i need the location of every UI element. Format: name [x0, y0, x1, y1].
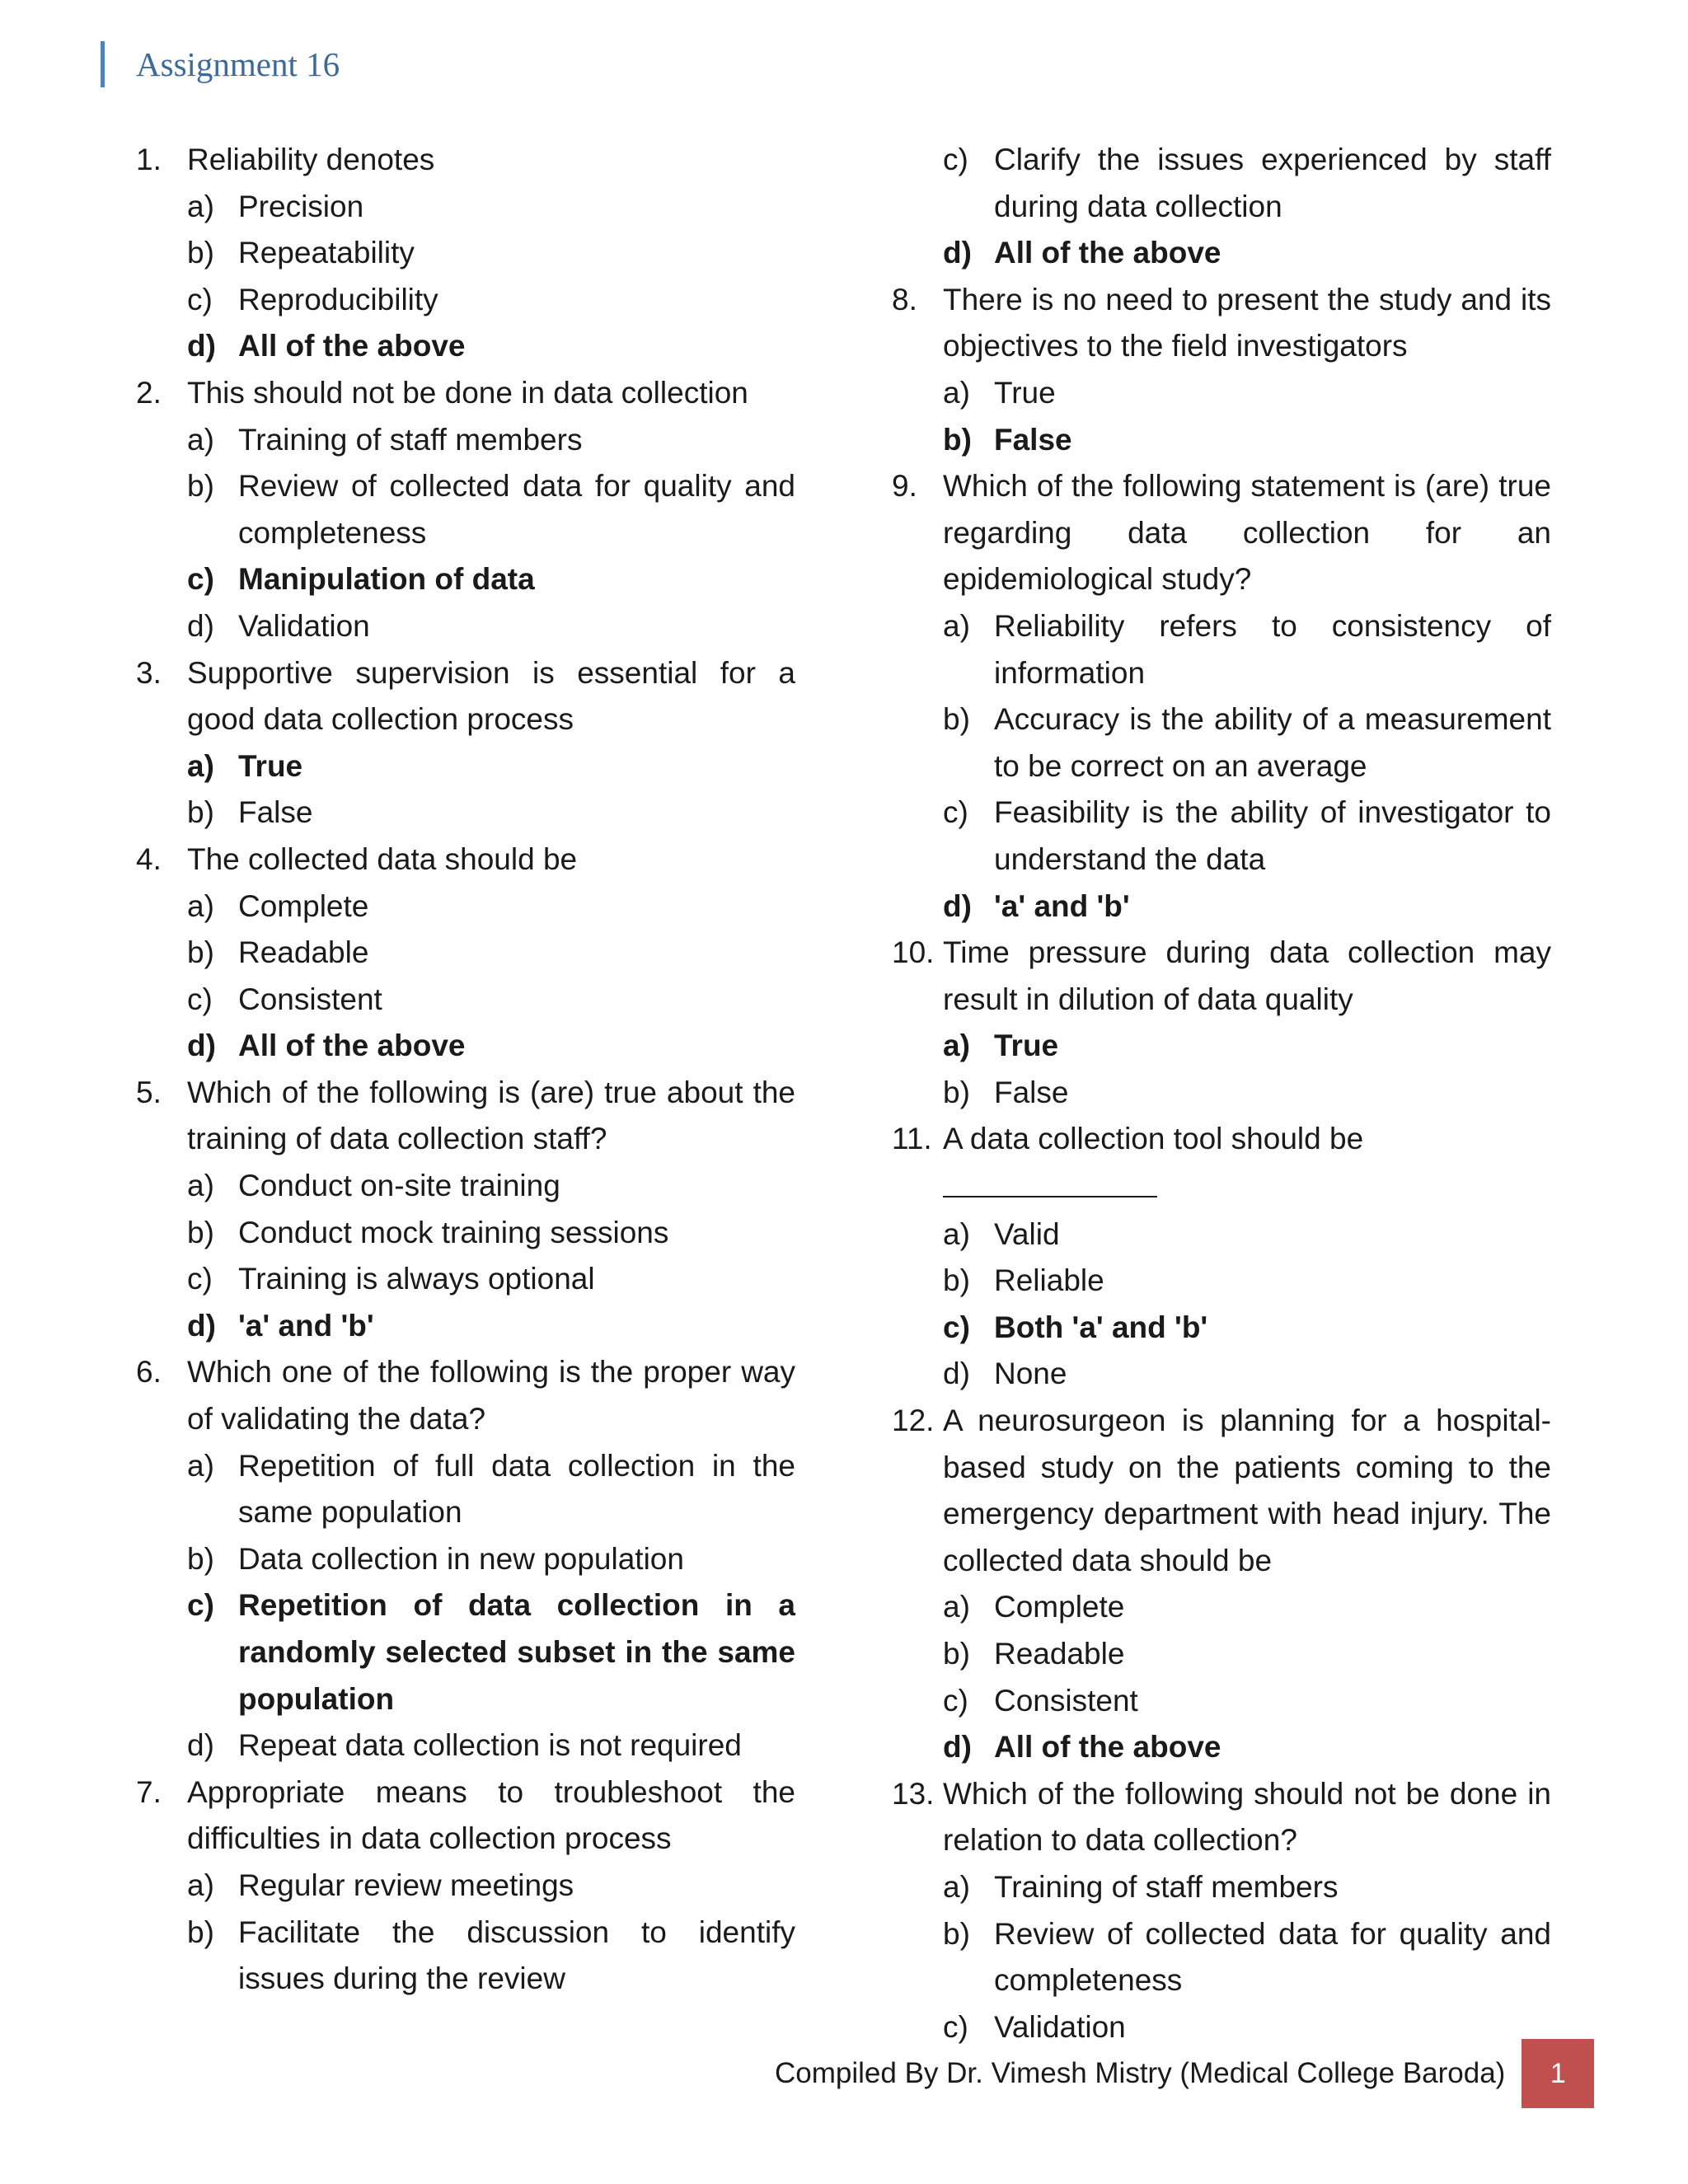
question-number: 13. — [892, 1776, 935, 1811]
option-text: Both 'a' and 'b' — [994, 1310, 1208, 1344]
answer-option — [136, 1536, 795, 1583]
option-label: c) — [943, 2009, 968, 2044]
option-text: True — [994, 375, 1056, 410]
option-text: All of the above — [238, 329, 466, 363]
question — [892, 463, 1551, 603]
option-text: 'a' and 'b' — [994, 888, 1130, 923]
option-text: Repetition of full data collection in the same population — [238, 1448, 795, 1530]
option-label: b) — [943, 1916, 970, 1951]
answer-option-correct — [136, 323, 795, 370]
question-text: Time pressure during data collection may result in dilution of data quality — [943, 935, 1551, 1016]
question-number: 4. — [136, 841, 162, 876]
option-text: True — [994, 1029, 1059, 1063]
option-text: Feasibility is the ability of investigator to understand the data — [994, 795, 1551, 876]
option-text: All of the above — [994, 236, 1221, 270]
option-label: b) — [187, 1915, 214, 1949]
answer-option — [892, 1584, 1551, 1631]
answer-option — [136, 883, 795, 930]
option-text: Reliable — [994, 1263, 1104, 1298]
answer-option — [136, 1863, 795, 1910]
option-label: c) — [187, 1262, 213, 1296]
answer-option — [136, 790, 795, 837]
option-text: False — [238, 795, 313, 830]
answer-option — [136, 184, 795, 231]
question-number: 2. — [136, 375, 162, 410]
option-text: Consistent — [238, 982, 382, 1016]
question-number: 1. — [136, 143, 162, 176]
question — [136, 370, 795, 417]
question-text: A data collection tool should be — [943, 1122, 1364, 1156]
answer-option-correct — [892, 883, 1551, 930]
option-label: b) — [943, 702, 970, 737]
question-text: Reliability denotes — [187, 143, 435, 176]
question — [892, 1398, 1551, 1584]
answer-option — [136, 1210, 795, 1257]
answer-option — [892, 1864, 1551, 1911]
answer-option — [136, 1443, 795, 1536]
page-number: 1 — [1550, 2057, 1566, 2089]
option-text: Reproducibility — [238, 282, 438, 316]
option-label: c) — [943, 1683, 968, 1718]
option-text: Reliability refers to consistency of information — [994, 608, 1551, 690]
option-text: Conduct on-site training — [238, 1169, 560, 1203]
option-label: a) — [187, 422, 214, 457]
question-number: 9. — [892, 469, 917, 504]
question-number: 8. — [892, 282, 917, 316]
answer-option-correct — [136, 556, 795, 603]
answer-option — [892, 137, 1551, 230]
question-text: There is no need to present the study and its objectives to the field investigators — [943, 282, 1551, 363]
option-label: b) — [187, 935, 214, 970]
page-footer — [775, 2039, 1594, 2108]
option-label: c) — [943, 1310, 970, 1344]
answer-option — [892, 1911, 1551, 2004]
option-text: Regular review meetings — [238, 1868, 574, 1902]
option-label: b) — [187, 795, 214, 830]
option-label: d) — [187, 608, 214, 643]
header-accent-bar — [101, 41, 105, 87]
option-label: c) — [943, 143, 968, 176]
option-text: Readable — [238, 935, 369, 970]
option-text: Review of collected data for quality and completeness — [238, 469, 795, 550]
answer-option-correct — [136, 1303, 795, 1350]
option-text: Facilitate the discussion to identify issues during the review — [238, 1915, 795, 1996]
option-label: c) — [187, 562, 214, 597]
answer-option — [136, 277, 795, 324]
option-label: d) — [187, 1728, 214, 1763]
option-label: d) — [943, 236, 972, 270]
answer-option — [136, 1722, 795, 1769]
option-label: d) — [943, 888, 972, 923]
option-text: True — [238, 748, 303, 783]
answer-option — [136, 977, 795, 1024]
option-text: Accuracy is the ability of a measurement to be correct on an average — [994, 702, 1551, 783]
option-label: b) — [943, 1263, 970, 1298]
question-text: A neurosurgeon is planning for a hospital-based study on the patients coming to the emergency department with head injury. The collected data should be — [943, 1404, 1551, 1577]
option-label: d) — [187, 1308, 216, 1343]
option-text: Training of staff members — [238, 422, 583, 457]
option-label: d) — [943, 1357, 970, 1391]
question-text: Which of the following should not be done in relation to data collection? — [943, 1776, 1551, 1858]
question — [136, 1769, 795, 1863]
answer-option-correct — [892, 1724, 1551, 1771]
question-number: 7. — [136, 1774, 162, 1809]
question-text: This should not be done in data collection — [187, 375, 748, 410]
answer-option-correct — [136, 1582, 795, 1722]
answer-option — [892, 696, 1551, 790]
option-label: a) — [943, 1029, 970, 1063]
option-label: b) — [187, 1541, 214, 1576]
answer-option — [136, 463, 795, 556]
option-label: a) — [943, 608, 970, 643]
option-label: a) — [943, 1216, 970, 1251]
option-text: Review of collected data for quality and completeness — [994, 1916, 1551, 1998]
option-label: b) — [943, 1637, 970, 1671]
answer-option — [136, 417, 795, 464]
option-text: Validation — [994, 2009, 1126, 2044]
option-label: a) — [943, 375, 970, 410]
option-label: a) — [187, 748, 214, 783]
option-label: b) — [187, 1215, 214, 1249]
question-number: 11. — [892, 1122, 932, 1156]
option-text: Manipulation of data — [238, 562, 535, 597]
answer-option — [892, 1070, 1551, 1117]
question — [136, 1070, 795, 1163]
question-text: The collected data should be — [187, 841, 578, 876]
answer-option — [892, 1631, 1551, 1678]
option-text: None — [994, 1357, 1067, 1391]
option-label: b) — [943, 1075, 970, 1109]
option-text: Validation — [238, 608, 370, 643]
option-text: Conduct mock training sessions — [238, 1215, 669, 1249]
option-label: c) — [943, 795, 968, 830]
footer-credit: Compiled By Dr. Vimesh Mistry (Medical College Baroda) — [775, 2057, 1506, 2089]
option-label: c) — [187, 1588, 214, 1623]
question — [892, 1116, 1551, 1211]
question-text: Which of the following statement is (are) true regarding data collection for an epidemiological study? — [943, 469, 1551, 597]
answer-option — [136, 1163, 795, 1210]
question-text: Supportive supervision is essential for a good data collection process — [187, 655, 795, 737]
question — [892, 277, 1551, 370]
option-text: Training is always optional — [238, 1262, 595, 1296]
option-label: d) — [943, 1730, 972, 1765]
option-label: a) — [187, 1868, 214, 1902]
answer-option — [892, 1678, 1551, 1725]
answer-option-correct — [892, 1023, 1551, 1070]
page-header — [101, 41, 340, 87]
option-label: a) — [187, 1448, 214, 1483]
right-column — [892, 137, 1551, 2050]
option-label: b) — [943, 422, 972, 457]
question-text: Appropriate means to troubleshoot the difficulties in data collection process — [187, 1774, 795, 1856]
option-label: a) — [943, 1590, 970, 1624]
answer-option — [892, 1258, 1551, 1305]
option-label: c) — [187, 282, 213, 316]
option-label: a) — [187, 189, 214, 223]
option-text: Training of staff members — [994, 1869, 1339, 1904]
answer-option — [136, 1910, 795, 2003]
page-number-badge — [1522, 2039, 1594, 2108]
question-text: Which of the following is (are) true about the training of data collection staff? — [187, 1075, 795, 1156]
option-text: Clarify the issues experienced by staff during data collection — [994, 143, 1551, 223]
option-text: Data collection in new population — [238, 1541, 684, 1576]
option-text: 'a' and 'b' — [238, 1308, 374, 1343]
answer-option — [892, 603, 1551, 696]
option-label: d) — [187, 329, 216, 363]
question-number: 3. — [136, 655, 162, 690]
answer-option — [892, 370, 1551, 417]
option-text: All of the above — [238, 1029, 466, 1063]
question-text: Which one of the following is the proper way of validating the data? — [187, 1355, 795, 1436]
option-text: All of the above — [994, 1730, 1221, 1765]
question-number: 12. — [892, 1404, 935, 1438]
option-label: d) — [187, 1029, 216, 1063]
option-label: a) — [187, 888, 214, 923]
answer-option — [136, 603, 795, 650]
option-text: Complete — [994, 1590, 1125, 1624]
question-number: 10. — [892, 935, 935, 970]
question — [136, 137, 795, 184]
page-title: Assignment 16 — [136, 45, 340, 83]
answer-option — [892, 1351, 1551, 1398]
answer-option-correct — [892, 417, 1551, 464]
question — [892, 1771, 1551, 1864]
option-text: Consistent — [994, 1683, 1138, 1718]
question-number: 5. — [136, 1075, 162, 1109]
answer-blank — [943, 1163, 1157, 1197]
option-text: False — [994, 422, 1072, 457]
question — [136, 1349, 795, 1442]
option-text: Readable — [994, 1637, 1125, 1671]
option-text: False — [994, 1075, 1069, 1109]
option-label: a) — [943, 1869, 970, 1904]
option-text: Repeat data collection is not required — [238, 1728, 742, 1763]
left-column — [136, 137, 795, 2003]
answer-option-correct — [892, 230, 1551, 277]
option-text: Repetition of data collection in a randomly selected subset in the same population — [238, 1588, 795, 1716]
question — [136, 650, 795, 743]
question — [892, 930, 1551, 1023]
option-text: Valid — [994, 1216, 1060, 1251]
question-number: 6. — [136, 1355, 162, 1390]
answer-option — [892, 1212, 1551, 1258]
option-label: b) — [187, 236, 214, 270]
option-text: Complete — [238, 888, 369, 923]
option-label: c) — [187, 982, 213, 1016]
option-label: b) — [187, 469, 214, 504]
answer-option — [136, 1256, 795, 1303]
answer-option-correct — [892, 1305, 1551, 1352]
answer-option — [136, 930, 795, 977]
answer-option-correct — [136, 743, 795, 790]
answer-option — [136, 230, 795, 277]
answer-option — [892, 790, 1551, 883]
answer-option-correct — [136, 1023, 795, 1070]
question — [136, 837, 795, 883]
option-text: Repeatability — [238, 236, 415, 270]
option-label: a) — [187, 1169, 214, 1203]
option-text: Precision — [238, 189, 364, 223]
